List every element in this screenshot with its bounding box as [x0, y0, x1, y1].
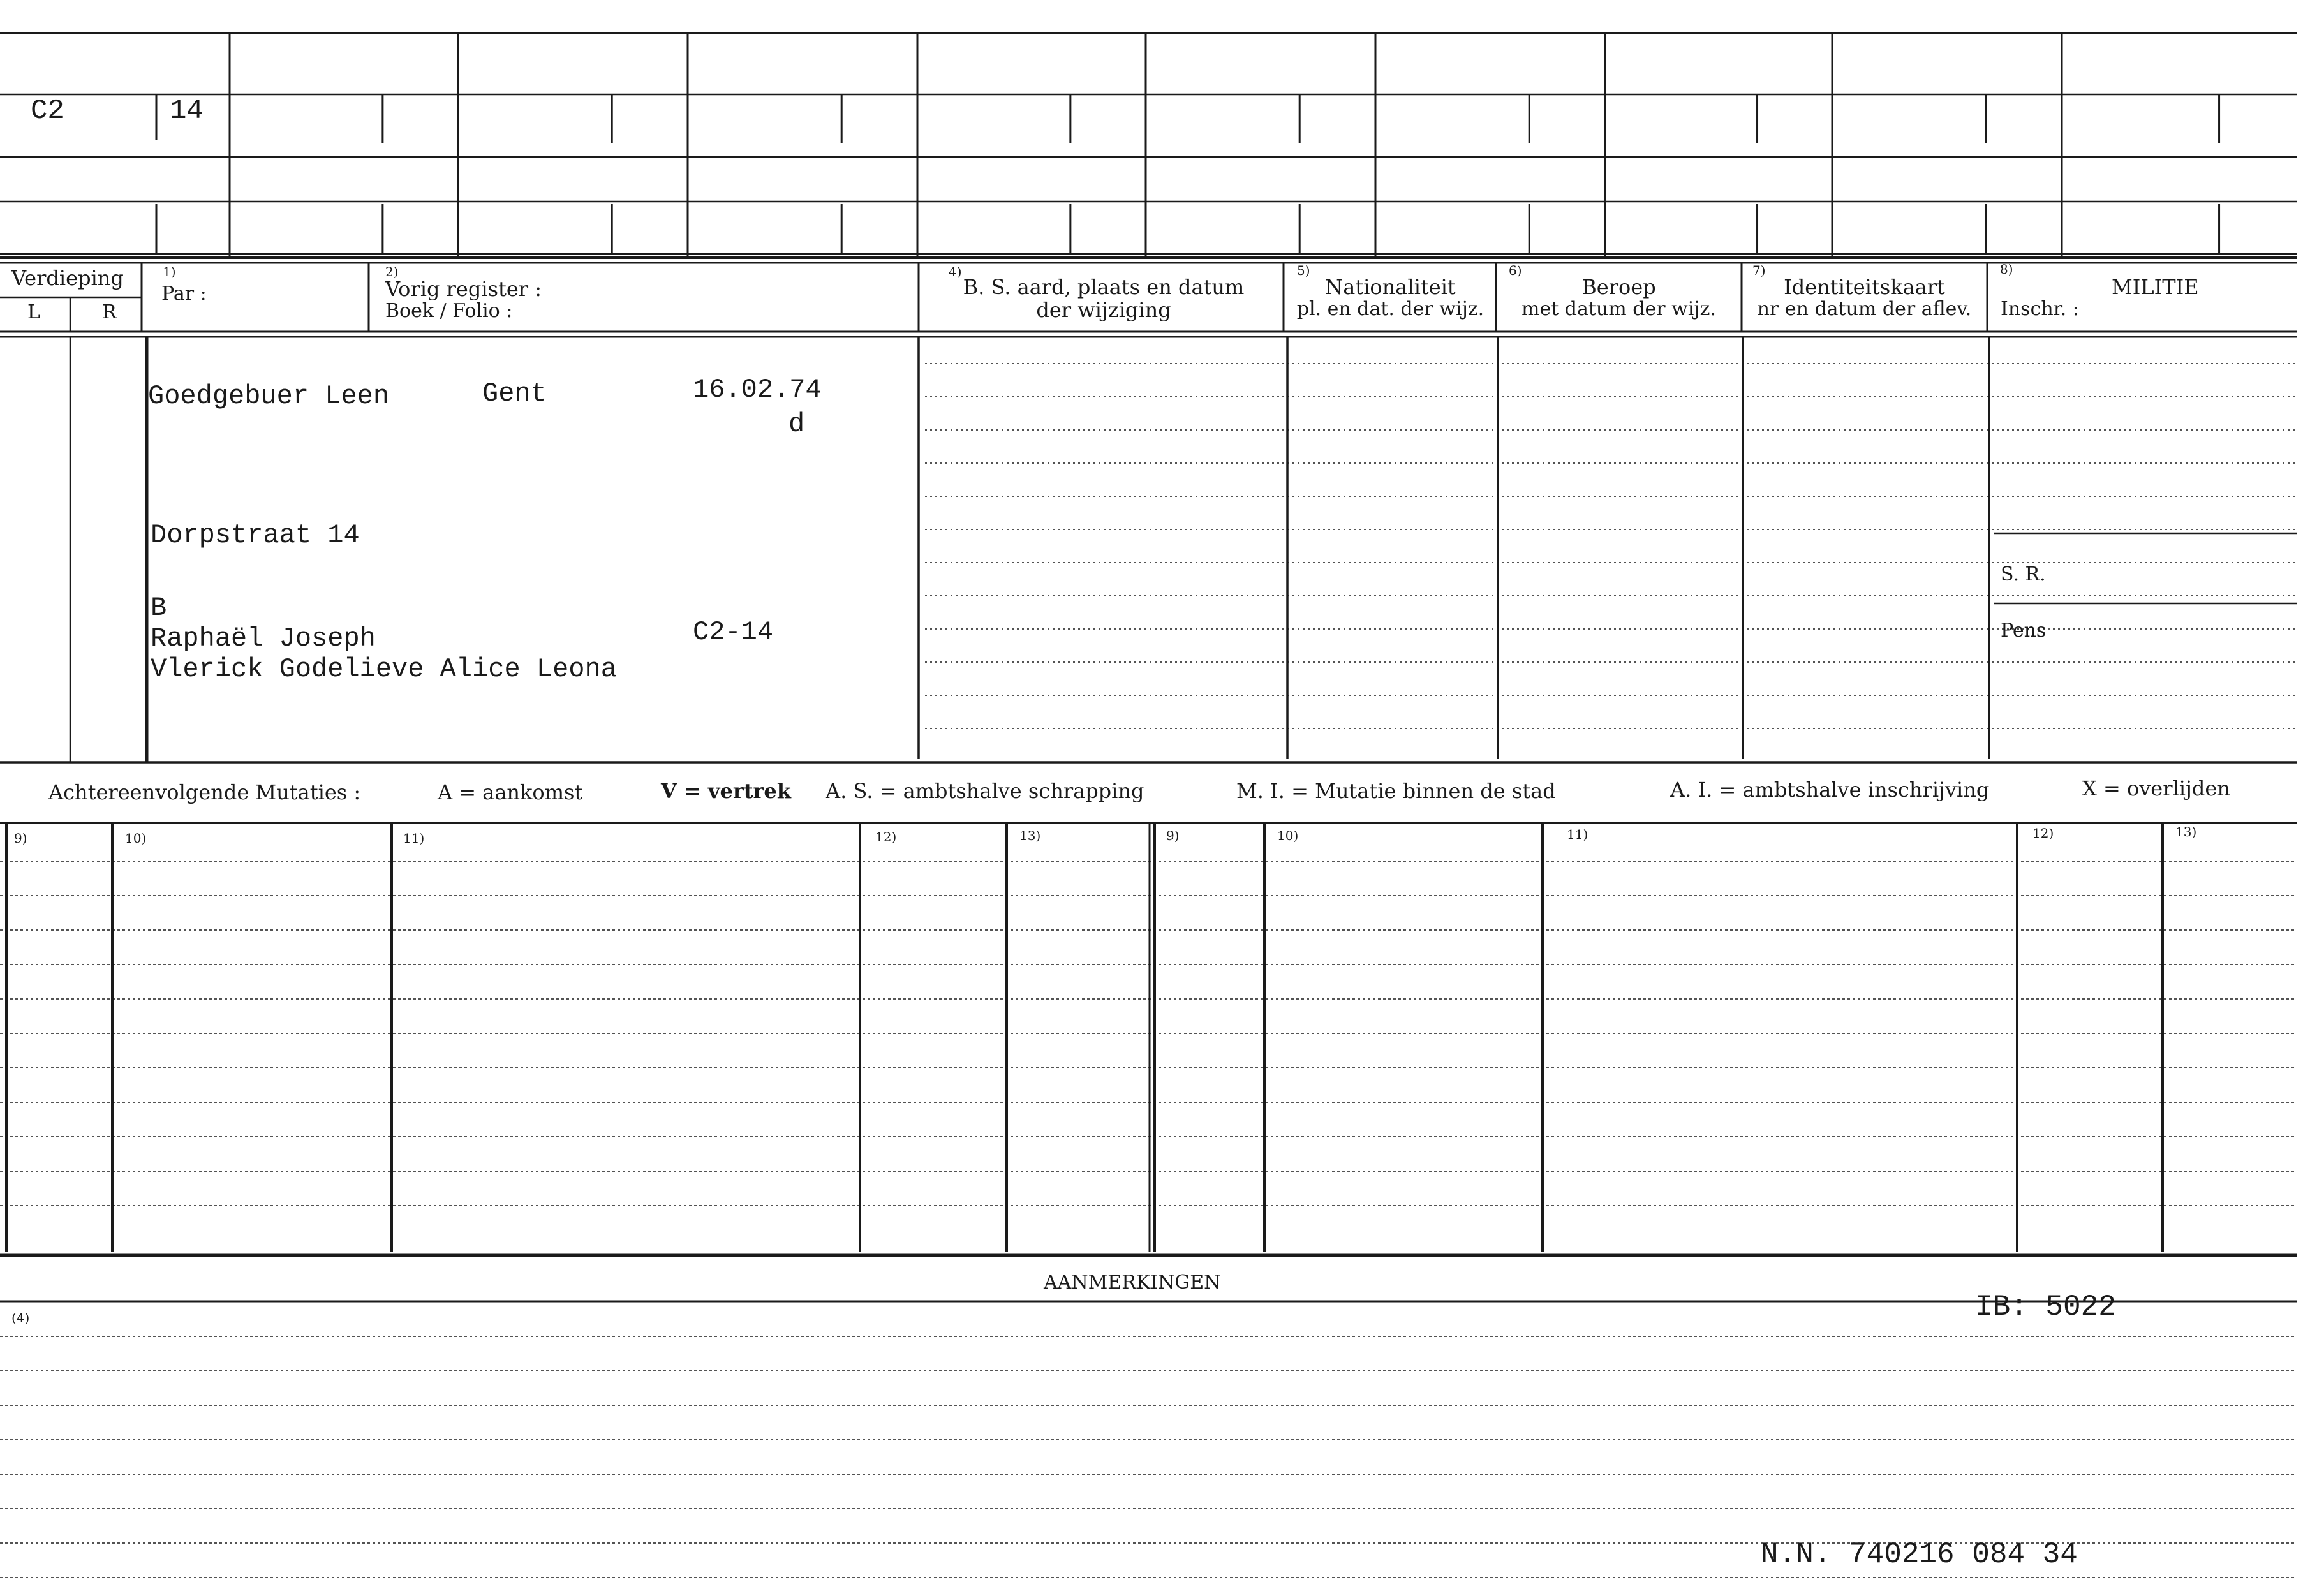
col2-number: 2) [385, 264, 399, 279]
mut-col-12-right: 12) [2032, 825, 2054, 841]
register-number: 14 [170, 95, 204, 127]
address: Dorpstraat 14 [151, 520, 360, 550]
national-number: N.N. 740216 084 34 [1761, 1538, 2078, 1571]
col5-number: 5) [1297, 263, 1310, 278]
col8-number: 8) [2000, 262, 2013, 277]
col6-number: 6) [1509, 263, 1522, 278]
mut-col-10-left: 10) [125, 831, 147, 846]
legend-vertrek: V = vertrek [661, 779, 791, 803]
col4-heading-line2: der wijziging [1036, 298, 1171, 322]
person-name: Goedgebuer Leen [148, 381, 390, 411]
mut-col-12-left: 12) [875, 829, 897, 845]
pens-label: Pens [2001, 619, 2047, 642]
verdieping-left-label: L [27, 301, 40, 323]
register-reference: C2-14 [693, 617, 774, 647]
par-label: Par : [161, 283, 207, 305]
register-block: C2 [31, 95, 64, 127]
birthplace: Gent [482, 378, 547, 409]
remarks-title: AANMERKINGEN [1044, 1271, 1221, 1294]
ib-code: IB: 5022 [1975, 1290, 2116, 1324]
legend-ambtshalve-schrapping: A. S. = ambtshalve schrapping [826, 779, 1144, 803]
col7-heading-line2: nr en datum der aflev. [1757, 298, 1972, 320]
legend-ambtshalve-inschrijving: A. I. = ambtshalve inschrijving [1670, 778, 1990, 802]
sr-label: S. R. [2001, 563, 2046, 586]
militie-heading: MILITIE [2112, 275, 2199, 299]
civil-status: B [151, 593, 167, 623]
mut-col-11-left: 11) [403, 831, 425, 846]
col4-number: 4) [949, 264, 962, 279]
col7-number: 7) [1752, 263, 1766, 278]
legend-overlijden: X = overlijden [2082, 776, 2230, 801]
mother-name: Vlerick Godelieve Alice Leona [151, 654, 617, 684]
vorig-register-label: Vorig register : [385, 277, 542, 301]
verdieping-right-label: R [102, 301, 117, 323]
legend-mutatie-binnen-stad: M. I. = Mutatie binnen de stad [1236, 779, 1556, 803]
mut-col-9-right: 9) [1166, 828, 1180, 843]
col7-heading-line1: Identiteitskaart [1784, 275, 1945, 299]
mut-col-13-left: 13) [1019, 828, 1041, 843]
legend-aankomst: A = aankomst [438, 780, 583, 804]
mut-col-11-right: 11) [1567, 827, 1588, 842]
col4-heading-line1: B. S. aard, plaats en datum [963, 275, 1245, 299]
mut-col-10-right: 10) [1277, 828, 1299, 843]
sex-code: d [789, 409, 805, 440]
mut-col-9-left: 9) [14, 831, 27, 846]
boek-folio-label: Boek / Folio : [385, 300, 513, 322]
col6-heading-line1: Beroep [1581, 275, 1656, 299]
col5-heading-line2: pl. en dat. der wijz. [1296, 298, 1484, 320]
col1-number: 1) [163, 264, 176, 279]
remarks-number: (4) [11, 1310, 30, 1326]
col5-heading-line1: Nationaliteit [1325, 275, 1456, 299]
col6-heading-line2: met datum der wijz. [1521, 298, 1716, 320]
verdieping-label: Verdieping [11, 266, 124, 290]
mut-col-13-right: 13) [2175, 824, 2197, 839]
inschr-label: Inschr. : [2001, 298, 2079, 320]
father-name: Raphaël Joseph [151, 623, 376, 654]
mutations-title: Achtereenvolgende Mutaties : [48, 780, 361, 804]
birthdate: 16.02.74 [693, 374, 822, 405]
